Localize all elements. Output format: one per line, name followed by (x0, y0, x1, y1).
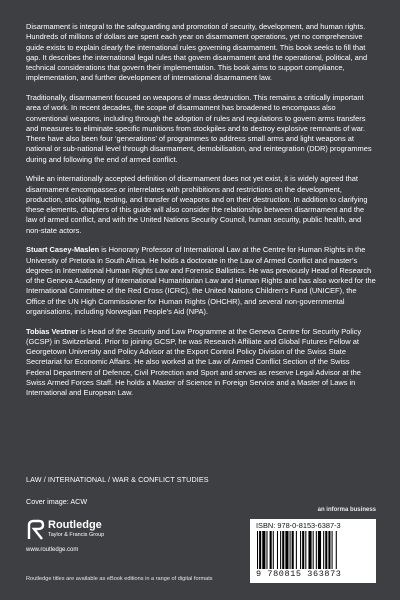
author-bio-text-1: is Honorary Professor of International Law at the Centre for Human Rights in the University of Pretoria in South Africa. He holds a doctorate in the Law of Armed Conflict and master’s degrees in International Human Rights Law and Forensic Ballistics. He was previously Head of Research of the Geneva Academy of International Humanitarian Law and Human Rights and has also worked for the International Committee of the Red Cross (ICRC), the United Nations Children’s Fund (UNICEF), the Office of the UN High Commissioner for Human Rights (OHCHR), and several non-governmental organisations, including Norwegian People’s Aid (NPA). (26, 245, 376, 316)
publisher-website[interactable]: www.routledge.com (26, 547, 79, 553)
blurb-paragraph-3: While an internationally accepted definition of disarmament does not yet exist, it is widely agreed that disarmament encompasses or interrelates with prohibitions and restrictions on the development, production, stockpiling, testing, and transfer of weapons and on their destruction. In addition to clarifying these elements, chapters of this guide will also consider the relationship between disarmament and the law of armed conflict, and with the United Nations Security Council, human security, public health, and non-state actors. (26, 174, 368, 235)
author-bio-2 (26, 327, 376, 399)
publisher-group: Taylor & Francis Group (48, 532, 105, 538)
author-name-1: Stuart Casey-Maslen (26, 245, 100, 255)
blurb (26, 22, 376, 408)
publisher-logo (26, 519, 146, 541)
ebook-note: Routledge titles are available as eBook editions in a range of digital formats (26, 576, 213, 582)
blurb-paragraph-2: Traditionally, disarmament focused on weapons of mass destruction. This remains a critically important area of work. In recent decades, the scope of disarmament has broadened to encompass also conventional weapons, including through the adoption of rules and regulations to govern arms transfers and measures to eliminate specific munitions from stockpiles and to destroy explosive remnants of war. There have also been four ‘generations’ of programmes to address small arms and light weapons at national or sub-national level through disarmament, demobilisation, and reintegration (DDR) programmes during and following the end of armed conflict. (26, 93, 372, 164)
cover-image-credit: Cover image: ACW (26, 497, 88, 506)
subject-categories: LAW / INTERNATIONAL / WAR & CONFLICT STUDIES (26, 475, 209, 484)
author-name-2: Tobias Vestner (26, 326, 79, 336)
barcode-icon (256, 531, 370, 569)
barcode-digits: 9 780815 363873 (256, 569, 342, 579)
blurb-paragraph-1: Disarmament is integral to the safeguarding and promotion of security, development, and human rights. Hundreds of millions of dollars are spent each year on disarmament operations, yet no comprehensive guide exists to explain clearly the international rules governing disarmament. This book seeks to fill that gap. It describes the international legal rules that govern disarmament and the operational, political, and technical considerations that govern their implementation. This book aims to support compliance, implementation, and further development of international disarmament law. (26, 22, 368, 83)
routledge-logo-icon (26, 519, 46, 541)
publisher-name: Routledge (48, 519, 102, 531)
barcode-panel (250, 519, 376, 583)
author-bio-text-2: is Head of the Security and Law Programme at the Geneva Centre for Security Policy (GCSP) in Switzerland. Prior to joining GCSP, he was Research Affiliate and Global Futures Fellow at Georgetown University and Policy Advisor at the Export Control Policy Division of the Swiss State Secretariat for Economic Affairs. He also worked at the Law of Armed Conflict Section of the Swiss Federal Department of Defence, Civil Protection and Sport and serves as reserve Legal Advisor at the Swiss Armed Forces Staff. He holds a Master of Science in Foreign Service and a Master of Laws in International and European Law. (26, 326, 362, 397)
author-bio-1 (26, 245, 376, 317)
isbn-label: ISBN: 978-0-8153-6387-3 (256, 521, 341, 530)
informa-tagline: an informa business (317, 507, 376, 513)
